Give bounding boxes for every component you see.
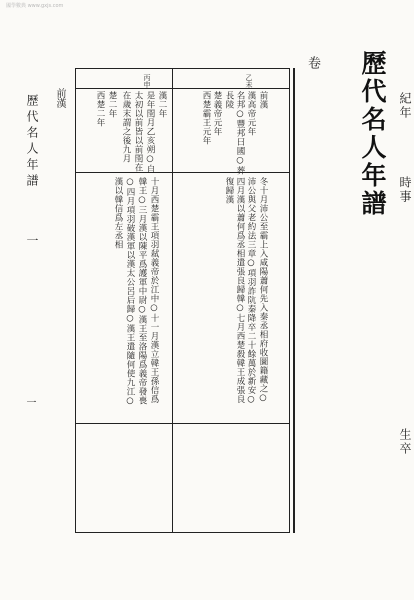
category-life: 生卒 (398, 428, 412, 456)
chronicle-line: 在歲末謂之後九月 (121, 91, 131, 163)
event-line: 沛公與父老約法三章○項羽詐阬秦降卒二十餘萬於新安○ (246, 177, 256, 405)
event-line: 韓王○三月漢以陳平爲護軍中尉○漢王至洛陽爲義帝發喪 (137, 177, 147, 405)
event-line: 復歸漢 (224, 177, 234, 204)
chronicle-line: 楚義帝元年 (212, 91, 222, 136)
table-right-rule (289, 68, 290, 533)
event-line: 十月西楚霸王項羽弒義帝於江中○十一月漢立韓王孫信爲 (149, 177, 159, 404)
book-title: 歷代名人年譜 (358, 50, 387, 218)
category-events: 時事 (398, 176, 412, 204)
volume-label: 卷 (305, 56, 320, 69)
margin-book-name: 歷代名人年譜 (25, 94, 39, 190)
margin-fold-number: 一 (24, 397, 35, 407)
margin-volume: 前漢 (54, 88, 65, 108)
chronicle-line: 西楚二年 (95, 91, 105, 127)
chronicle-line: 太初以前皆以前閏在 (133, 91, 143, 172)
category-chronicle: 紀年 (398, 92, 412, 120)
chronicle-line: 漢高帝元年 (246, 91, 256, 136)
table-bottom-rule (75, 532, 290, 533)
year-column-yiwei (173, 69, 289, 532)
year-label: 丙申 (143, 74, 151, 88)
chronicle-line: 前漢 (258, 91, 268, 109)
event-line: 冬十月沛公至霸上入咸陽蕭何先入秦丞相府收圖籍藏之○ (258, 177, 268, 404)
year-column-bingshen (76, 69, 172, 532)
watermark: 國學數典 www.gxjs.com (6, 3, 64, 9)
margin-sequence: 一 (25, 234, 39, 246)
year-label: 乙未 (245, 74, 253, 88)
event-line: 漢以韓信爲左丞相 (113, 177, 123, 249)
outer-frame-rule (293, 68, 295, 533)
chronicle-line: 楚二年 (107, 91, 117, 118)
chronicle-line: 長陵 (224, 91, 234, 109)
event-line: ○四月項羽破漢軍以漢太公呂后歸○漢王遣隨何使九江○ (125, 177, 135, 407)
event-line: 四月漢以蕭何爲丞相遣張良歸韓○七月西楚殺韓王成張良 (235, 177, 245, 404)
chronicle-line: 是年閏月乙亥朔○自 (145, 91, 155, 174)
chronicle-line: 漢二年 (157, 91, 167, 118)
chronicle-line: 名邦○豐邦曰國○葬 (235, 91, 245, 175)
chronicle-line: 西楚霸王元年 (201, 91, 211, 145)
